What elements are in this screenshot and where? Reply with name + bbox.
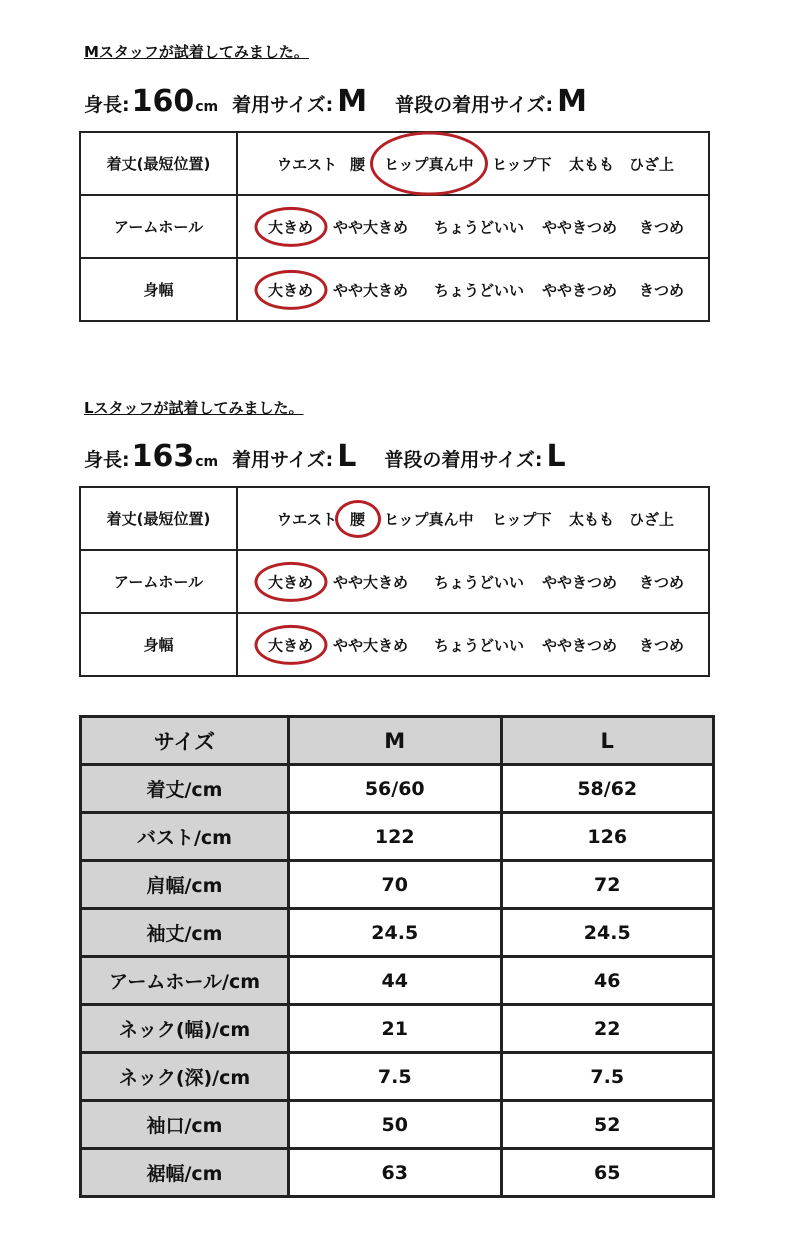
measure-l: 126 [501,813,714,861]
fit-option: 太もも [569,155,615,173]
table-row [81,1149,714,1197]
fit-option: ウエスト [277,510,338,528]
table-row [81,1005,714,1053]
measure-m: 63 [289,1149,502,1197]
fit-option: やや大きめ [333,636,409,654]
measure-l: 24.5 [501,909,714,957]
height-value: 163 [131,439,195,474]
usual-size-value: L [546,439,566,474]
fit-option: きつめ [639,281,685,299]
wear-size-value: L [337,439,357,474]
fit-option: ちょうどいい [434,218,525,236]
table-row [81,861,714,909]
fit-row [80,132,709,195]
selection-circle-icon [254,269,327,309]
fit-row-label: 着丈(最短位置) [80,132,237,195]
measure-label: 裾幅/cm [81,1149,289,1197]
fit-option: ちょうどいい [434,573,525,591]
measure-m: 56/60 [289,765,502,813]
fit-option: 腰 [350,510,366,528]
fit-option: ウエスト [277,155,338,173]
wear-size-label: 着用サイズ: [232,449,334,471]
size-header-l: L [501,717,714,765]
height-unit: cm [195,454,219,470]
size-header-m: M [289,717,502,765]
size-header-label: サイズ [81,717,289,765]
height-label: 身長: [84,94,130,116]
wear-size-label: 着用サイズ: [232,94,334,116]
fit-row [80,487,709,550]
fit-option: ヒップ真ん中 [384,510,474,528]
measure-m: 50 [289,1101,502,1149]
fit-options-cell [237,132,709,195]
fit-option: きつめ [639,218,685,236]
selection-circle-icon [254,561,327,601]
fit-option: やや大きめ [333,218,409,236]
table-row [81,813,714,861]
fit-option: ヒップ真ん中 [384,155,474,173]
measure-l: 58/62 [501,765,714,813]
fit-row [80,195,709,258]
l-staff-title: Lスタッフが試着してみました。 [84,399,304,417]
fit-option: きつめ [639,636,685,654]
wear-size-value: M [337,84,368,119]
fit-option: 大きめ [268,636,314,654]
measure-label: ネック(深)/cm [81,1053,289,1101]
measure-l: 46 [501,957,714,1005]
m-staff-info [84,84,587,119]
height-value: 160 [131,84,195,119]
measure-m: 7.5 [289,1053,502,1101]
fit-row [80,550,709,613]
fit-option: 太もも [569,510,615,528]
fit-option: やや大きめ [333,573,409,591]
fit-option: ひざ上 [629,155,675,173]
fit-options-cell [237,258,709,321]
measure-label: 袖丈/cm [81,909,289,957]
measure-m: 24.5 [289,909,502,957]
fit-row-label: アームホール [80,550,237,613]
m-fit-table [79,131,710,322]
measure-label: 袖口/cm [81,1101,289,1149]
measure-label: 着丈/cm [81,765,289,813]
fit-options-cell [237,195,709,258]
fit-options-cell [237,487,709,550]
fit-option: ややきつめ [542,636,618,654]
l-fit-table [79,486,710,677]
fit-option: 大きめ [268,281,314,299]
usual-size-label: 普段の着用サイズ: [384,449,543,471]
fit-option: ややきつめ [542,218,618,236]
size-table-header [81,717,714,765]
fit-option: ヒップ下 [492,510,552,528]
usual-size-value: M [557,84,588,119]
m-staff-title: Mスタッフが試着してみました。 [84,43,309,61]
measure-l: 52 [501,1101,714,1149]
fit-options-cell [237,550,709,613]
fit-row-label: 身幅 [80,613,237,676]
selection-circle-icon [254,624,327,664]
measure-m: 70 [289,861,502,909]
table-row [81,909,714,957]
table-row [81,957,714,1005]
fit-option: 大きめ [268,573,314,591]
fit-option: 大きめ [268,218,314,236]
fit-option: 腰 [350,155,366,173]
table-row [81,1053,714,1101]
fit-option: ちょうどいい [434,636,525,654]
measure-l: 22 [501,1005,714,1053]
fit-row [80,613,709,676]
height-label: 身長: [84,449,130,471]
fit-option: ちょうどいい [434,281,525,299]
fit-row-label: 着丈(最短位置) [80,487,237,550]
measure-label: 肩幅/cm [81,861,289,909]
fit-row-label: 身幅 [80,258,237,321]
fit-row-label: アームホール [80,195,237,258]
measure-label: バスト/cm [81,813,289,861]
l-staff-info [84,439,566,474]
measure-m: 44 [289,957,502,1005]
fit-option: ひざ上 [629,510,675,528]
measure-m: 21 [289,1005,502,1053]
fit-row [80,258,709,321]
measure-l: 7.5 [501,1053,714,1101]
measure-l: 72 [501,861,714,909]
height-unit: cm [195,99,219,115]
measure-label: ネック(幅)/cm [81,1005,289,1053]
fit-option: ヒップ下 [492,155,552,173]
selection-circle-icon [335,500,381,538]
fit-options-cell [237,613,709,676]
usual-size-label: 普段の着用サイズ: [395,94,554,116]
measure-m: 122 [289,813,502,861]
fit-option: ややきつめ [542,281,618,299]
table-row [81,765,714,813]
measure-l: 65 [501,1149,714,1197]
fit-option: きつめ [639,573,685,591]
selection-circle-icon [370,131,488,196]
table-row [81,1101,714,1149]
fit-option: ややきつめ [542,573,618,591]
selection-circle-icon [254,206,327,246]
fit-option: やや大きめ [333,281,409,299]
measure-label: アームホール/cm [81,957,289,1005]
size-table [79,715,715,1198]
